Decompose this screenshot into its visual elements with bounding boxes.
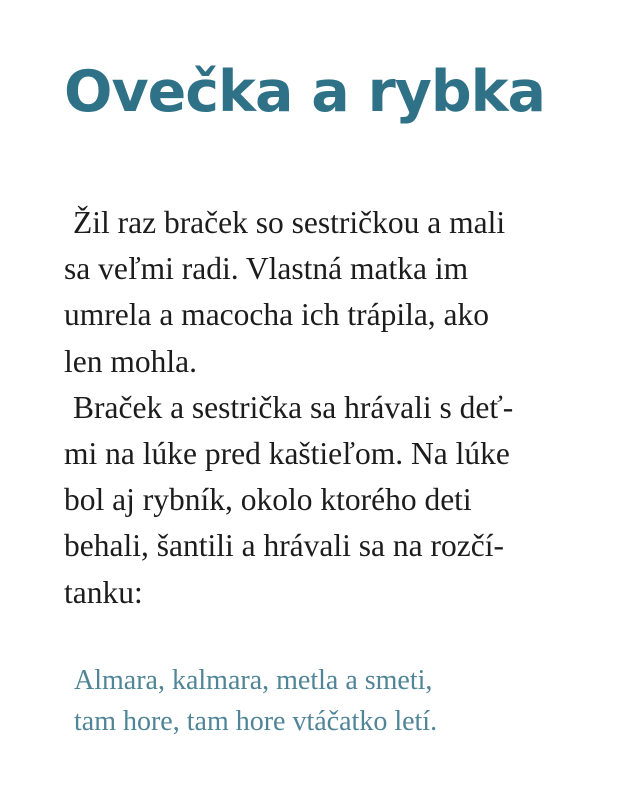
paragraph-2-line-5: tanku: — [64, 574, 143, 610]
rhyme-verse — [74, 660, 437, 742]
paragraph-2-line-2: mi na lúke pred kaštieľom. Na lúke — [64, 435, 510, 471]
paragraph-2-line-3: bol aj rybník, okolo ktorého deti — [64, 482, 472, 518]
page-title: Ovečka a rybka — [64, 59, 546, 125]
paragraph-2-line-4: behali, šantili a hrávali sa na rozčí- — [64, 528, 504, 564]
paragraph-1-line-4: len mohla. — [64, 343, 197, 379]
story-text — [64, 200, 584, 616]
verse-line-2: tam hore, tam hore vtáčatko letí. — [74, 706, 438, 737]
paragraph-2-line-1: Braček a sestrička sa hrávali s deť- — [73, 389, 514, 425]
verse-line-1: Almara, kalmara, metla a smeti, — [74, 665, 433, 696]
paragraph-1-line-1: Žil raz braček so sestričkou a mali — [73, 205, 506, 240]
paragraph-1-line-3: umrela a macocha ich trápila, ako — [64, 297, 490, 333]
paragraph-1-line-2: sa veľmi radi. Vlastná matka im — [64, 251, 469, 287]
